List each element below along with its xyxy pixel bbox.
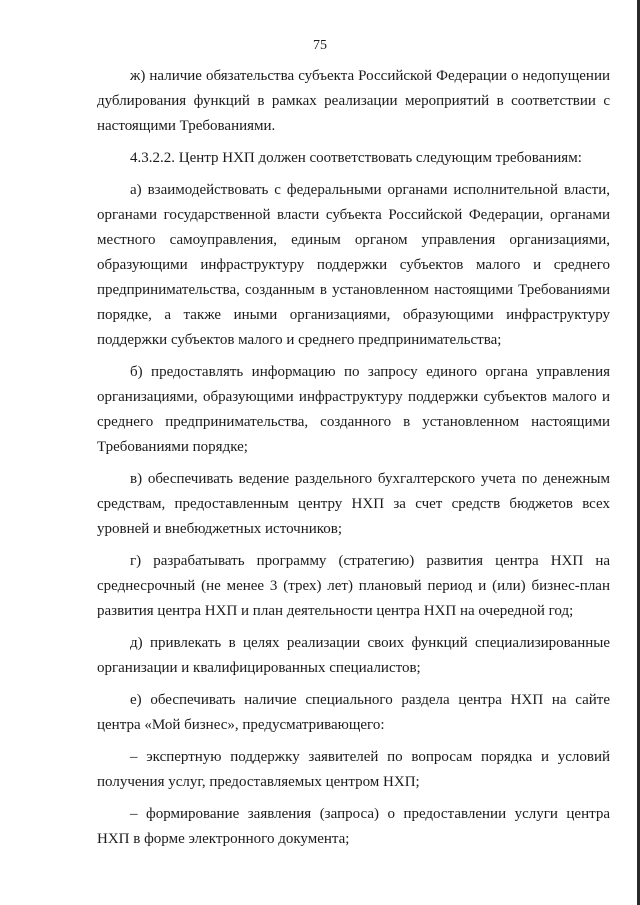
- paragraph-zh: ж) наличие обязательства субъекта Российской Федерации о недопущении дублирования функций в рамках реализации мероприятий в соответствии с настоящими Требованиями.: [97, 68, 610, 134]
- list-item-electronic-request: – формирование заявления (запроса) о предоставлении услуги центра НХП в форме электронного документа;: [97, 806, 610, 847]
- paragraph-v: в) обеспечивать ведение раздельного бухгалтерского учета по денежным средствам, предоставленным центру НХП за счет средств бюджетов всех уровней и внебюджетных источников;: [97, 471, 610, 537]
- document-body: [97, 64, 610, 859]
- paragraph-section-heading: 4.3.2.2. Центр НХП должен соответствовать следующим требованиям:: [130, 150, 582, 166]
- paragraph-d: д) привлекать в целях реализации своих функций специализированные организации и квалифицированных специалистов;: [97, 635, 610, 676]
- page-number: 75: [313, 38, 327, 53]
- list-item-expert-support: – экспертную поддержку заявителей по вопросам порядка и условий получения услуг, предоставляемых центром НХП;: [97, 749, 610, 790]
- paragraph-e: е) обеспечивать наличие специального раздела центра НХП на сайте центра «Мой бизнес», предусматривающего:: [97, 692, 610, 733]
- paragraph-g: г) разрабатывать программу (стратегию) развития центра НХП на среднесрочный (не менее 3 (трех) лет) плановый период и (или) бизнес-план развития центра НХП и план деятельности центра НХП на очередной год;: [97, 553, 610, 619]
- paragraph-b: б) предоставлять информацию по запросу единого органа управления организациями, образующими инфраструктуру поддержки субъектов малого и среднего предпринимательства, созданного в установленном настоящими Требованиями порядке;: [97, 364, 610, 455]
- paragraph-a: а) взаимодействовать с федеральными органами исполнительной власти, органами государственной власти субъекта Российской Федерации, органами местного самоуправления, единым органом управления организациями, образующими инфраструктуру поддержки субъектов малого и среднего предпринимательства, созданным в установленном настоящими Требованиями порядке, а также иными организациями, образующими инфраструктуру поддержки субъектов малого и среднего предпринимательства;: [97, 182, 610, 348]
